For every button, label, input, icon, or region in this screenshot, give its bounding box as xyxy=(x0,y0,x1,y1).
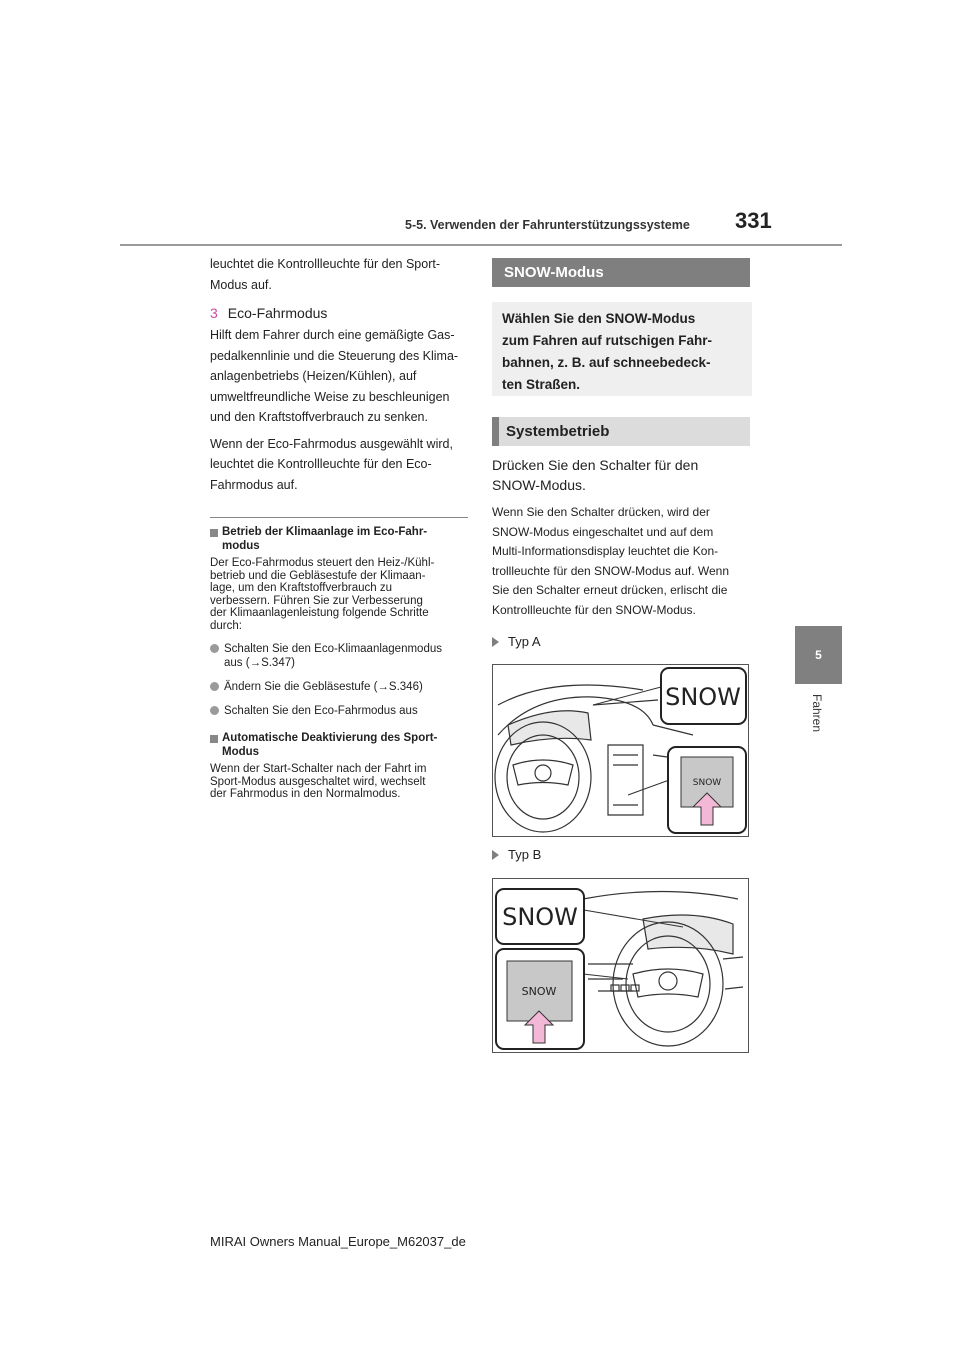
section-banner: SNOW-Modus xyxy=(492,258,750,287)
triangle-bullet-icon xyxy=(492,637,499,647)
note-heading: Automatische Deaktivierung des Sport- Modus xyxy=(210,732,468,759)
dashboard-illustration-a xyxy=(493,665,748,836)
instruction-lead: Drücken Sie den Schalter für den SNOW-Modus. xyxy=(492,457,699,493)
intro-line: Modus auf. xyxy=(210,277,272,292)
bullet-item xyxy=(210,680,468,694)
body-line: umweltfreundliche Weise zu beschleunigen xyxy=(210,389,450,404)
bullet-item: Schalten Sie den Eco-Fahrmodus aus xyxy=(210,704,468,718)
type-a-label: Typ A xyxy=(492,634,752,649)
page-link[interactable]: aus (→S.347) xyxy=(224,657,295,669)
instruction-description: Wenn Sie den Schalter drücken, wird der SNOW-Modus eingeschaltet und auf dem Multi-Informationsdisplay leuchtet die Kon- trollleuchte für den SNOW-Modus auf. Wenn Sie den Schalter erneut drücken, erlischt die Kontrollleuchte für den SNOW-Modus. xyxy=(492,505,729,617)
subsection-banner: Systembetrieb xyxy=(492,417,750,446)
body-line: leuchtet die Kontrollleuchte für den Eco- xyxy=(210,457,432,471)
body-line: pedalkennlinie und die Steuerung des Klima- xyxy=(210,348,459,363)
body-line: Wenn der Eco-Fahrmodus ausgewählt wird, xyxy=(210,436,453,451)
chapter-tab[interactable]: 5 xyxy=(795,626,842,684)
snow-switch-text: SNOW xyxy=(692,778,722,788)
square-bullet-icon xyxy=(210,529,218,537)
note-body: Wenn der Start-Schalter nach der Fahrt im Sport-Modus ausgeschaltet wird, wechselt der Fahrmodus in den Normalmodus. xyxy=(210,763,427,800)
body-line: anlagenbetriebs (Heizen/Kühlen), auf xyxy=(210,369,417,383)
left-column xyxy=(210,254,468,801)
page-link[interactable]: Ändern Sie die Gebläsestufe (→S.346) xyxy=(224,681,423,693)
bullet-item: Schalten Sie den Eco-Klimaanlagenmodus aus (→S.347) xyxy=(210,642,468,670)
bullet-dot-icon xyxy=(210,682,219,691)
item-heading xyxy=(210,305,468,321)
bullet-dot-icon xyxy=(210,706,219,715)
chapter-label-text: Fahren xyxy=(810,694,824,733)
body-line: Fahrmodus auf. xyxy=(210,477,298,492)
snow-indicator-text: SNOW xyxy=(665,683,741,711)
triangle-bullet-icon xyxy=(492,850,499,860)
right-column xyxy=(492,258,752,1053)
figure-type-a xyxy=(492,664,749,837)
item-number: 3 xyxy=(210,305,218,321)
snow-switch-text: SNOW xyxy=(521,985,557,998)
type-b-label: Typ B xyxy=(492,847,752,862)
body-line: Hilft dem Fahrer durch eine gemäßigte Gas- xyxy=(210,328,455,342)
footer-text: MIRAI Owners Manual_Europe_M62037_de xyxy=(210,1234,466,1249)
page-number: 331 xyxy=(735,208,772,233)
section-title: 5-5. Verwenden der Fahrunterstützungssysteme xyxy=(405,218,690,232)
note-divider xyxy=(210,517,468,518)
intro-box: Wählen Sie den SNOW-Modus zum Fahren auf rutschigen Fahr- bahnen, z. B. auf schneebedeck- ten Straßen. xyxy=(492,302,752,396)
note-heading: Betrieb der Klimaanlage im Eco-Fahr- modus xyxy=(210,526,468,553)
intro-line: leuchtet die Kontrollleuchte für den Sport- xyxy=(210,257,440,271)
chapter-label xyxy=(794,694,842,742)
dashboard-illustration-b xyxy=(493,879,748,1052)
square-bullet-icon xyxy=(210,735,218,743)
bullet-dot-icon xyxy=(210,644,219,653)
snow-indicator-text: SNOW xyxy=(502,903,578,931)
body-line: und den Kraftstoffverbrauch zu senken. xyxy=(210,410,428,424)
item-title: Eco-Fahrmodus xyxy=(227,305,328,321)
header-rule xyxy=(120,244,842,246)
figure-type-b xyxy=(492,878,749,1053)
note-body: Der Eco-Fahrmodus steuert den Heiz-/Kühl- betrieb und die Gebläsestufe der Klimaan- lage, um den Kraftstoffverbrauch zu verbessern. Führen Sie zur Verbesserung der Klimaanlagenleistung folgende Schritte durch: xyxy=(210,557,435,632)
